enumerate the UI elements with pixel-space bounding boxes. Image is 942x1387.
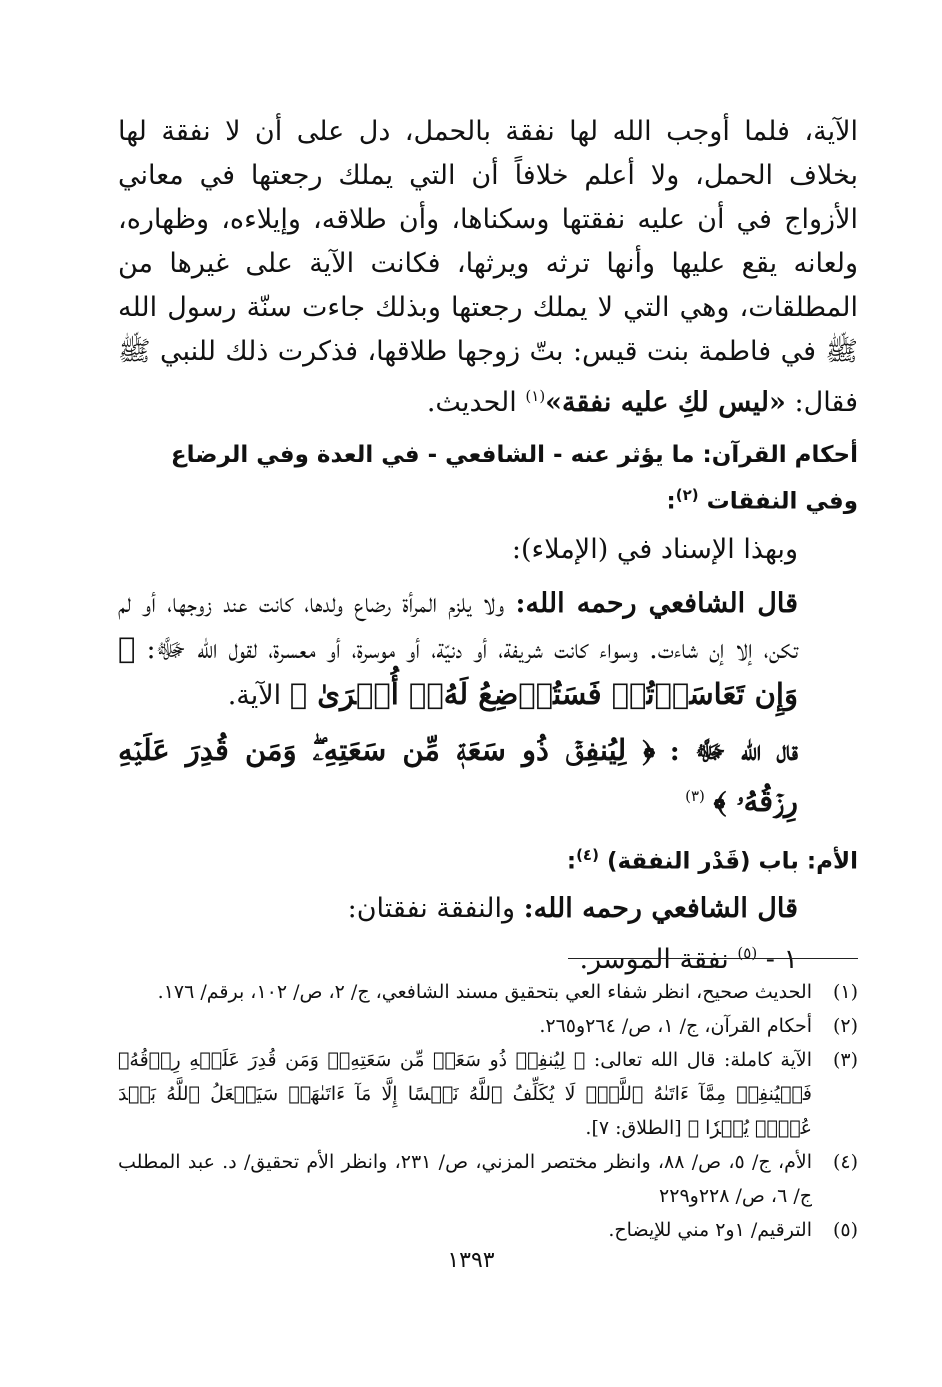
hadith-quote: «ليس لكِ عليه نفقة»: [545, 387, 786, 418]
allah-said-lead: قال الله ﷻ :: [669, 735, 798, 767]
shafii-said-lead: قال الشافعي رحمه الله:: [515, 587, 798, 619]
paragraph-2: [118, 528, 858, 572]
footnote-text: الأم، ج/ ٥، ص/ ٨٨، وانظر مختصر المزني، ص/ ٢٣١، وانظر الأم تحقيق/ د. عبد المطلب ج/ ٦، ص/ ٢٢٨و٢٢٩: [118, 1151, 812, 1207]
footnote-text: الآية كاملة: قال الله تعالى: ﴿ لِيُنفِقۡ ذُو سَعَةٖ مِّن سَعَتِهِۦۖ وَمَن قُدِرَ عَلَيۡهِ رِزۡقُهُۥ فَلۡيُنفِقۡ مِمَّآ ءَاتَىٰهُ ٱللَّهُۚ لَا يُكَلِّفُ ٱللَّهُ نَفۡسًا إِلَّا مَآ ءَاتَىٰهَاۚ سَيَجۡعَلُ ٱللَّهُ بَعۡدَ عُسۡرٖ يُسۡرٗا ﴾ [الطلاق: ٧].: [118, 1049, 812, 1139]
footnote-ref-1: (١): [525, 387, 546, 405]
quran-verse-1: ﴿ وَإِن تَعَاسَرۡتُمۡ فَسَتُرۡضِعُ لَهُۥٓ أُخۡرَىٰ ﴾: [118, 630, 798, 711]
footnote-number: (٣): [832, 1049, 858, 1071]
paragraph-3: [118, 582, 858, 718]
paragraph-1-text: الآية، فلما أوجب الله لها نفقة بالحمل، دل على أن لا نفقة لها بخلاف الحمل، ولا أعلم خلافاً أن التي يملك رجعتها في معاني الأزواج في أن عليه نفقتها وسكناها، وأن طلاقه، وإيلاءه، وظهاره، ولعانه يقع عليها وأنها ترثه ويرثها، فكانت الآية على غيرها من المطلقات، وهي التي لا يملك رجعتها وبذلك جاءت سنّة رسول الله ﷺ في فاطمة بنت قيس: بتّ زوجها طلاقها، فذكرت ذلك للنبي ﷺ فقال:: [118, 116, 858, 418]
shafii-said-lead-2: قال الشافعي رحمه الله:: [523, 893, 798, 925]
footnote-item: [118, 1213, 858, 1247]
paragraph-3-text: ولا يلزم المرأة رضاع ولدها، كانت عند زوجها، أو لم تكن، إلا إن شاءت. وسواء كانت شريفة، أو دنيّة، أو موسرة، أو معسرة، لقول الله ﷻ:: [118, 587, 798, 665]
paragraph-5-text: والنفقة نفقتان:: [347, 893, 516, 925]
paragraph-1-end: الحديث.: [426, 387, 517, 418]
footnote-ref-4: (٤): [576, 845, 599, 864]
paragraph-1: [118, 110, 858, 425]
footnote-item: [118, 1145, 858, 1213]
footnote-text: الحديث صحيح، انظر شفاء العي بتحقيق مسند الشافعي، ج/ ٢، ص/ ١٠٢، برقم/ ١٧٦.: [157, 981, 812, 1003]
footnote-number: (٤): [832, 1151, 858, 1173]
footnote-text: الترقيم/ ١و٢ مني للإيضاح.: [608, 1219, 812, 1241]
footnote-ref-3: (٣): [685, 786, 705, 805]
list-number: ١ -: [765, 944, 798, 976]
section-heading-umm-text: الأم: باب (قَدْر النفقة): [606, 848, 858, 875]
section-heading-umm: [118, 835, 858, 882]
footnote-divider: [568, 958, 858, 959]
footnote-text: أحكام القرآن، ج/ ١، ص/ ٢٦٤و٢٦٥.: [539, 1015, 812, 1037]
section-heading-ahkam-text: أحكام القرآن: ما يؤثر عنه - الشافعي - في العدة وفي الرضاع وفي النفقات: [170, 442, 858, 515]
paragraph-6-text: نفقة الموسر.: [579, 944, 729, 976]
footnote-item: [118, 975, 858, 1009]
paragraph-5: [118, 887, 858, 931]
footnote-item: [118, 1009, 858, 1043]
footnote-ref-2: (٢): [675, 486, 699, 504]
footnote-number: (١): [832, 981, 858, 1003]
paragraph-4: [118, 728, 858, 825]
footnote-ref-5: (٥): [737, 944, 758, 963]
section-heading-ahkam: [118, 435, 858, 522]
footnotes: [118, 975, 858, 1247]
paragraph-2-text: وبهذا الإسناد في (الإملاء):: [511, 533, 798, 565]
heading-colon: :: [666, 488, 676, 515]
page-number: ١٣٩٣: [447, 1248, 495, 1273]
heading-colon-2: :: [566, 848, 577, 875]
footnote-number: (٢): [832, 1015, 858, 1037]
footnote-item: [118, 1043, 858, 1145]
paragraph-3-end: الآية.: [227, 679, 282, 711]
quran-verse-2: ﴿ لِيُنفِقۡ ذُو سَعَةٖ مِّن سَعَتِهِۦۖ وَمَن قُدِرَ عَلَيۡهِ رِزۡقُهُۥ ﴾: [118, 732, 798, 818]
footnote-number: (٥): [832, 1219, 858, 1241]
